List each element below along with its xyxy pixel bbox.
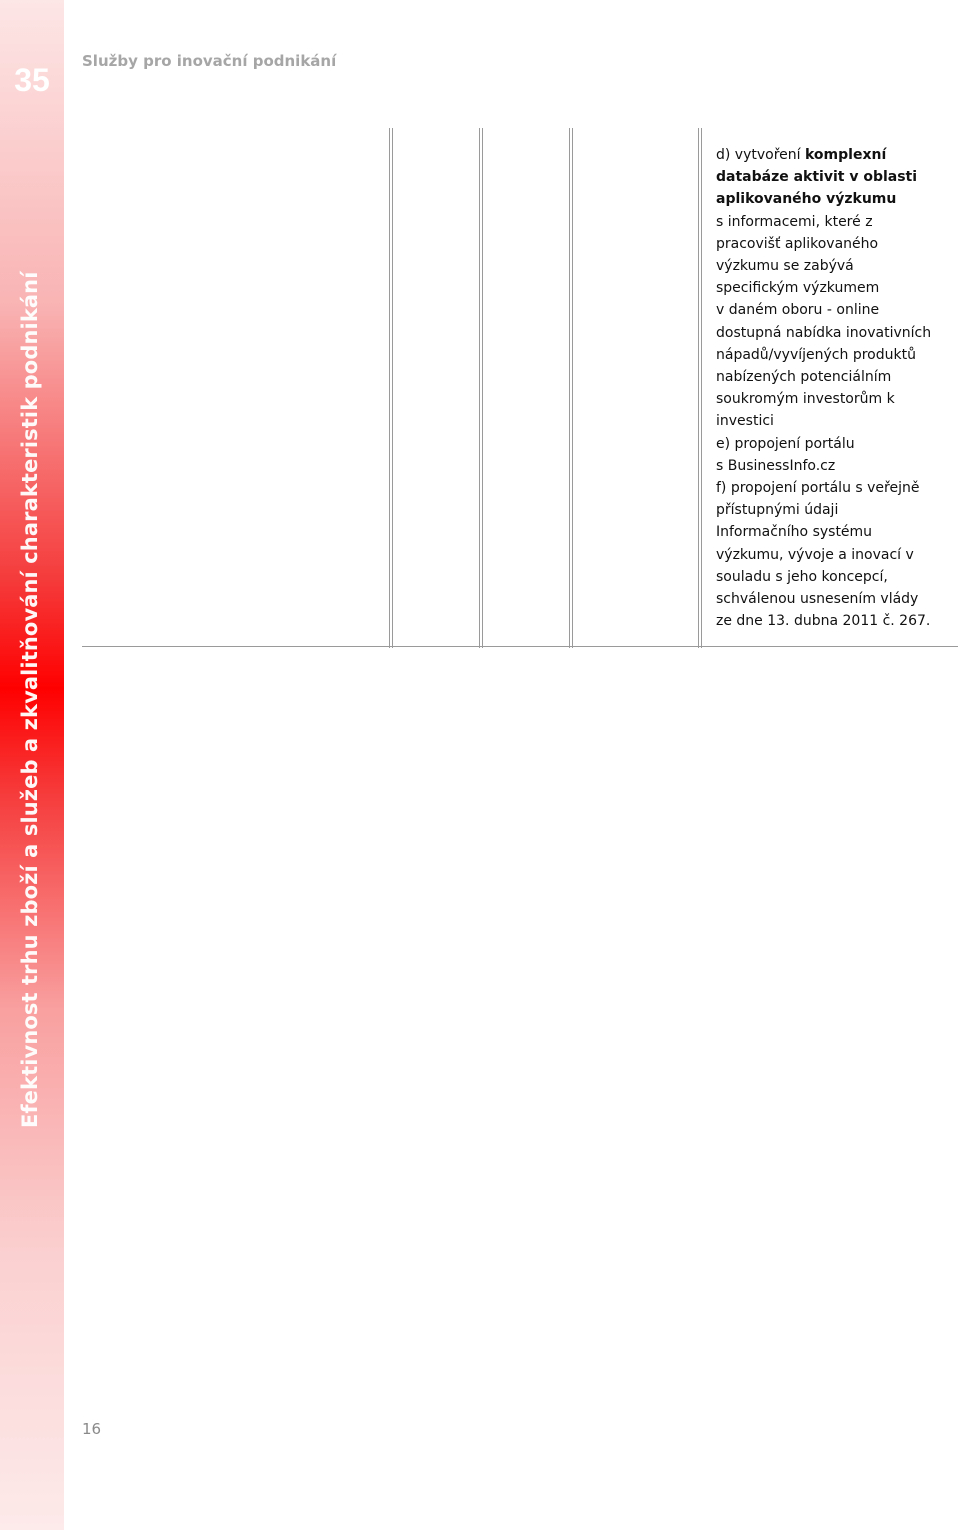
cell-text-plain: soukromým investorům k: [716, 391, 895, 408]
cell-text-plain: investici: [716, 413, 774, 430]
cell-text-plain: v daném oboru - online: [716, 302, 880, 319]
cell-text-line: [716, 211, 956, 233]
cell-text-bold: aplikovaného výzkumu: [716, 191, 897, 208]
cell-text-plain: s informacemi, které z: [716, 213, 873, 230]
cell-text-plain: s BusinessInfo.cz: [716, 457, 836, 474]
cell-text-plain: specifickým výzkumem: [716, 280, 880, 297]
cell-text-bold: databáze aktivit v oblasti: [716, 169, 918, 186]
cell-text-line: [716, 410, 956, 432]
cell-text-plain: Informačního systému: [716, 524, 873, 541]
cell-text-line: [716, 477, 956, 499]
cell-text-line: [716, 255, 956, 277]
cell-text-plain: f) propojení portálu s veřejně: [716, 480, 920, 497]
chapter-number: 35: [14, 62, 50, 98]
cell-text-plain: nápadů/vyvíjených produktů: [716, 346, 916, 363]
running-header: Služby pro inovační podnikání: [82, 52, 337, 70]
cell-text-plain: výzkumu se zabývá: [716, 258, 854, 275]
cell-text-bold: komplexní: [804, 147, 887, 163]
table-column-divider: [389, 128, 393, 648]
table-column-divider: [479, 128, 483, 648]
cell-text-line: [716, 366, 956, 388]
cell-text-line: [716, 233, 956, 255]
cell-text-line: [716, 166, 956, 188]
table-cell-description: [716, 144, 956, 632]
cell-text-line: [716, 499, 956, 521]
table-bottom-border: [82, 646, 958, 647]
table-column-divider: [569, 128, 573, 648]
cell-text-line: [716, 299, 956, 321]
cell-text-plain: nabízených potenciálním: [716, 369, 892, 386]
cell-text-plain: dostupná nabídka inovativních: [716, 324, 932, 341]
page-number: 16: [82, 1420, 102, 1438]
cell-text-line: [716, 388, 956, 410]
cell-text-plain: e) propojení portálu: [716, 435, 855, 452]
cell-text-plain: výzkumu, vývoje a inovací v: [716, 546, 914, 563]
cell-text-line: [716, 588, 956, 610]
cell-text-line: [716, 344, 956, 366]
cell-text-plain: přístupnými údaji: [716, 502, 839, 519]
cell-text-plain: schválenou usnesením vlády: [716, 591, 919, 608]
cell-text-plain: d) vytvoření: [716, 147, 805, 163]
sidebar-vertical-title: Efektivnost trhu zboží a služeb a zkvalitňování charakteristik podnikání: [18, 271, 42, 1128]
cell-text-line: [716, 566, 956, 588]
cell-text-line: [716, 144, 956, 166]
cell-text-line: [716, 455, 956, 477]
cell-text-line: [716, 322, 956, 344]
cell-text-plain: ze dne 13. dubna 2011 č. 267.: [716, 613, 931, 630]
cell-text-line: [716, 544, 956, 566]
cell-text-plain: pracovišť aplikovaného: [716, 235, 879, 252]
table-column-divider: [698, 128, 702, 648]
cell-text-plain: souladu s jeho koncepcí,: [716, 568, 888, 585]
cell-text-line: [716, 277, 956, 299]
cell-text-line: [716, 610, 956, 632]
cell-text-line: [716, 188, 956, 210]
cell-text-line: [716, 433, 956, 455]
cell-text-line: [716, 521, 956, 543]
